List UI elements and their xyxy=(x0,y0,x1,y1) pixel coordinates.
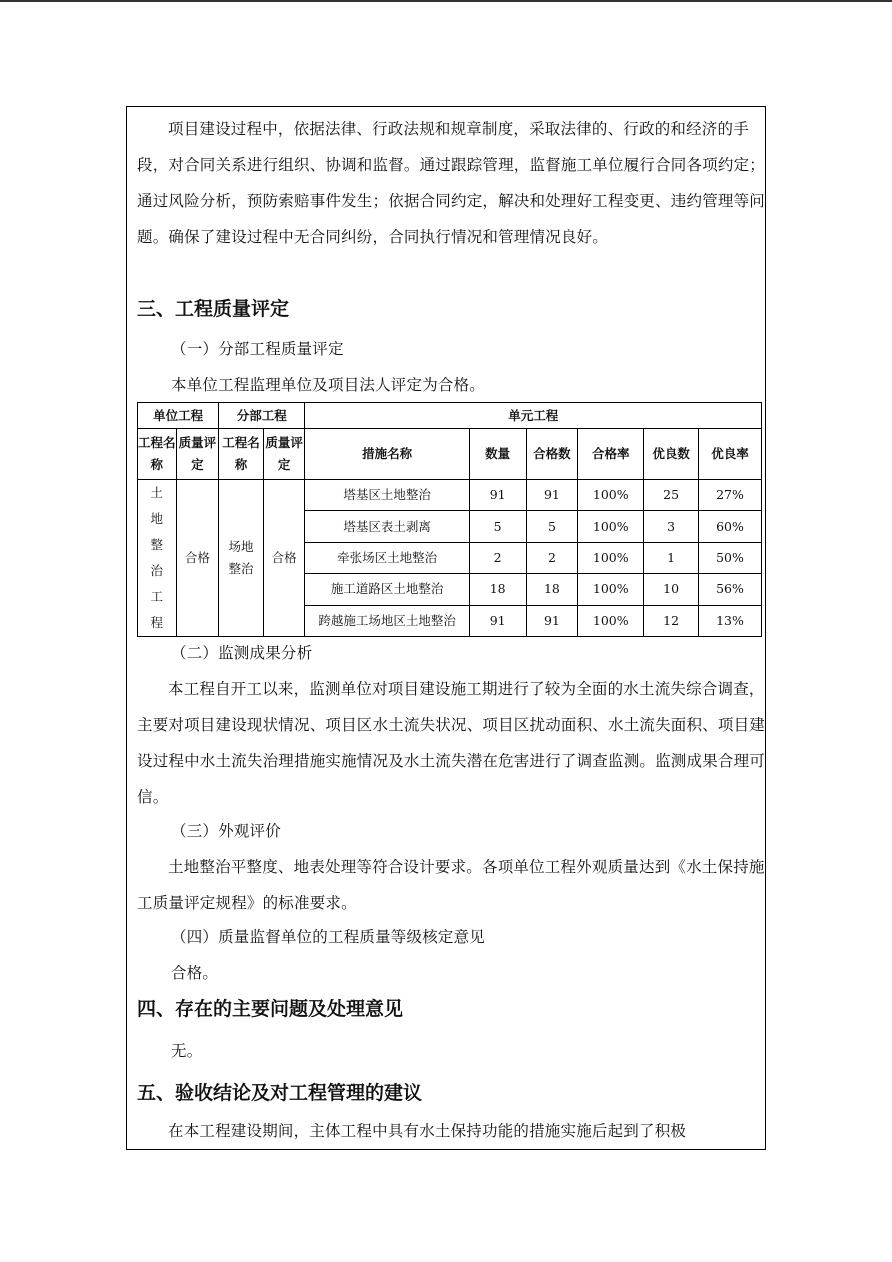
header-element-project: 单元工程 xyxy=(305,403,762,429)
subsection-4-title: （四）质量监督单位的工程质量等级核定意见 xyxy=(171,928,486,946)
header-division-name: 工程名称 xyxy=(219,429,264,480)
pass-rate-cell: 100% xyxy=(578,605,644,636)
header-division-quality: 质量评定 xyxy=(263,429,305,480)
page-top-rule xyxy=(0,0,892,2)
unit-name-cell: 土地整治工程 xyxy=(138,480,177,637)
excellent-rate-cell: 27% xyxy=(699,480,762,511)
unit-quality-cell: 合格 xyxy=(176,480,219,637)
header-excellent-rate: 优良率 xyxy=(699,429,762,480)
excellent-rate-cell: 56% xyxy=(699,574,762,605)
excellent-cell: 10 xyxy=(644,574,699,605)
pass-cell: 18 xyxy=(526,574,578,605)
excellent-rate-cell: 50% xyxy=(699,542,762,573)
header-unit-quality: 质量评定 xyxy=(176,429,219,480)
pass-cell: 2 xyxy=(526,542,578,573)
pass-cell: 91 xyxy=(526,605,578,636)
header-division-project: 分部工程 xyxy=(219,403,305,429)
header-measure-name: 措施名称 xyxy=(305,429,469,480)
subsection-2-title: （二）监测成果分析 xyxy=(171,644,313,662)
header-unit-name: 工程名称 xyxy=(138,429,177,480)
pass-rate-cell: 100% xyxy=(578,511,644,542)
pass-rate-cell: 100% xyxy=(578,574,644,605)
count-cell: 91 xyxy=(469,605,526,636)
header-unit-project: 单位工程 xyxy=(138,403,219,429)
section-5-title: 五、验收结论及对工程管理的建议 xyxy=(137,1082,423,1104)
section-4-title: 四、存在的主要问题及处理意见 xyxy=(137,998,404,1020)
section-5-text: 在本工程建设期间，主体工程中具有水土保持功能的措施实施后起到了积极 xyxy=(168,1122,687,1140)
excellent-cell: 3 xyxy=(644,511,699,542)
table-row xyxy=(138,480,762,511)
division-quality-cell: 合格 xyxy=(263,480,305,637)
header-count: 数量 xyxy=(469,429,526,480)
document-frame xyxy=(126,106,766,1150)
excellent-cell: 12 xyxy=(644,605,699,636)
division-name-cell: 场地整治 xyxy=(219,480,264,637)
intro-paragraph: 项目建设过程中，依据法律、行政法规和规章制度，采取法律的、行政的和经济的手段，对合同关系进行组织、协调和监督。通过跟踪管理，监督施工单位履行合同各项约定；通过风险分析，预防索赔事件发生；依据合同约定，解决和处理好工程变更、违约管理等问题。确保了建设过程中无合同纠纷，合同执行情况和管理情况良好。 xyxy=(137,120,766,246)
pass-rate-cell: 100% xyxy=(578,480,644,511)
count-cell: 2 xyxy=(469,542,526,573)
excellent-rate-cell: 60% xyxy=(699,511,762,542)
measure-cell: 牵张场区土地整治 xyxy=(305,542,469,573)
section-4-text: 无。 xyxy=(171,1042,203,1060)
quality-assessment-table xyxy=(137,402,762,637)
header-excellent-count: 优良数 xyxy=(644,429,699,480)
subsection-3-text: 土地整治平整度、地表处理等符合设计要求。各项单位工程外观质量达到《水土保持施工质量评定规程》的标准要求。 xyxy=(137,858,765,912)
excellent-cell: 25 xyxy=(644,480,699,511)
measure-cell: 塔基区土地整治 xyxy=(305,480,469,511)
count-cell: 18 xyxy=(469,574,526,605)
section-3-title: 三、工程质量评定 xyxy=(137,298,290,320)
measure-cell: 塔基区表土剥离 xyxy=(305,511,469,542)
excellent-rate-cell: 13% xyxy=(699,605,762,636)
header-pass-rate: 合格率 xyxy=(578,429,644,480)
pass-cell: 5 xyxy=(526,511,578,542)
count-cell: 91 xyxy=(469,480,526,511)
subsection-4-text: 合格。 xyxy=(171,964,219,982)
subsection-1-title: （一）分部工程质量评定 xyxy=(171,340,344,358)
pass-rate-cell: 100% xyxy=(578,542,644,573)
subsection-3-title: （三）外观评价 xyxy=(171,822,281,840)
measure-cell: 施工道路区土地整治 xyxy=(305,574,469,605)
subsection-2-text: 本工程自开工以来，监测单位对项目建设施工期进行了较为全面的水土流失综合调查，主要对项目建设现状情况、项目区水土流失状况、项目区扰动面积、水土流失面积、项目建设过程中水土流失治理措施实施情况及水土流失潜在危害进行了调查监测。监测成果合理可信。 xyxy=(137,680,766,806)
pass-cell: 91 xyxy=(526,480,578,511)
subsection-1-text: 本单位工程监理单位及项目法人评定为合格。 xyxy=(171,376,486,394)
header-pass-count: 合格数 xyxy=(526,429,578,480)
excellent-cell: 1 xyxy=(644,542,699,573)
measure-cell: 跨越施工场地区土地整治 xyxy=(305,605,469,636)
count-cell: 5 xyxy=(469,511,526,542)
